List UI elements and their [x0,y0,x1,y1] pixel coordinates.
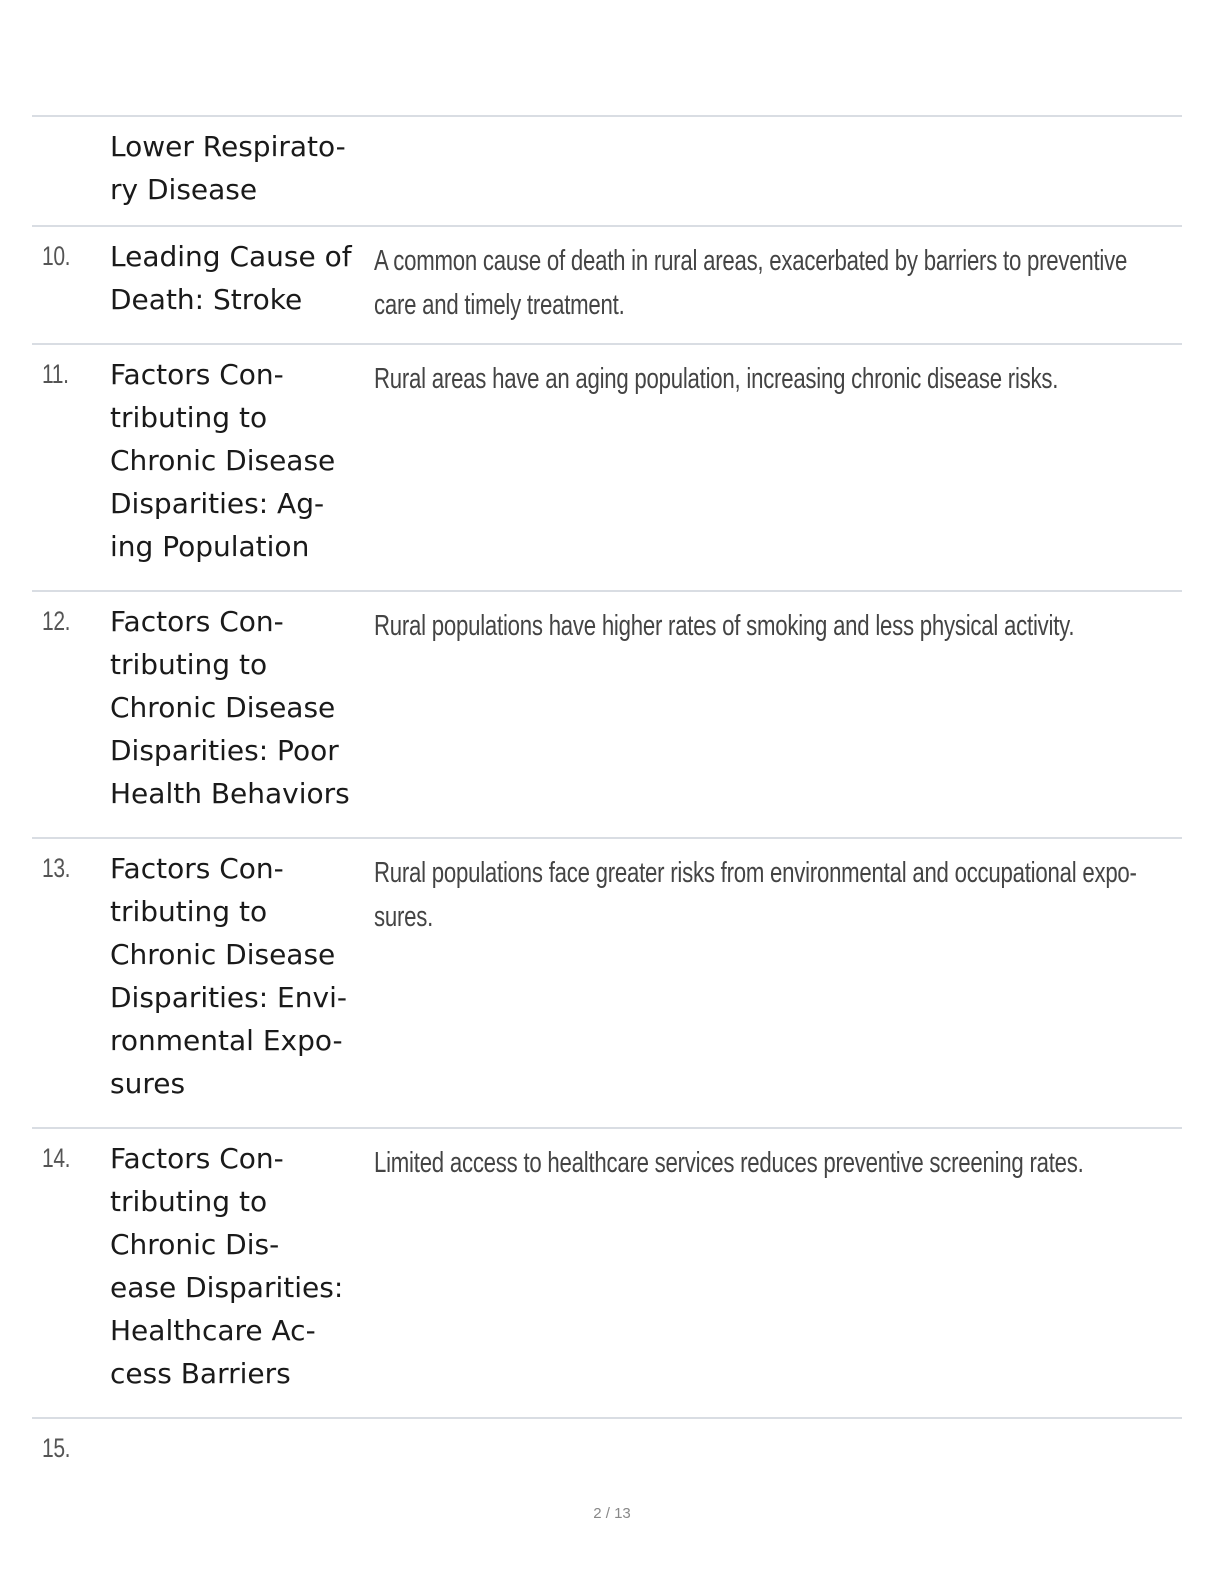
term-text: Leading Cause of Death: Stroke [110,240,352,316]
table-row [32,1127,1182,1417]
definition-text: Rural populations have higher rates of smoking and less physical activity. [374,610,1075,642]
row-number: 12. [42,606,71,636]
table-row [32,837,1182,1127]
row-number: 14. [42,1143,71,1173]
term-text: Factors Con- tributing to Chronic Dis- ease Disparities: Healthcare Ac- cess Barriers [110,1142,344,1390]
definition-text: Limited access to healthcare services reduces preventive screening rates. [374,1147,1084,1179]
term-text: Factors Con- tributing to Chronic Disease Disparities: Poor Health Behaviors [110,605,350,810]
row-number: 10. [42,241,71,271]
row-number: 11. [42,359,69,389]
flashcard-table [32,115,1182,1489]
definition-text: Rural areas have an aging population, increasing chronic disease risks. [374,363,1059,395]
definition-text: Rural populations face greater risks from environmental and occupational expo- sures. [374,857,1137,933]
page-number: 2 / 13 [593,1505,631,1522]
definition-text: A common cause of death in rural areas, exacerbated by barriers to preventive care and timely treatment. [374,245,1128,321]
term-text: Lower Respirato- ry Disease [110,130,346,206]
row-number: 13. [42,853,71,883]
term-text: Factors Con- tributing to Chronic Disease Disparities: Envi- ronmental Expo- sures [110,852,347,1100]
table-row [32,115,1182,225]
table-row [32,1417,1182,1489]
table-row [32,225,1182,343]
term-text: Factors Con- tributing to Chronic Disease Disparities: Ag- ing Population [110,358,336,563]
table-row [32,343,1182,590]
row-number: 15. [42,1433,71,1463]
table-row [32,590,1182,837]
